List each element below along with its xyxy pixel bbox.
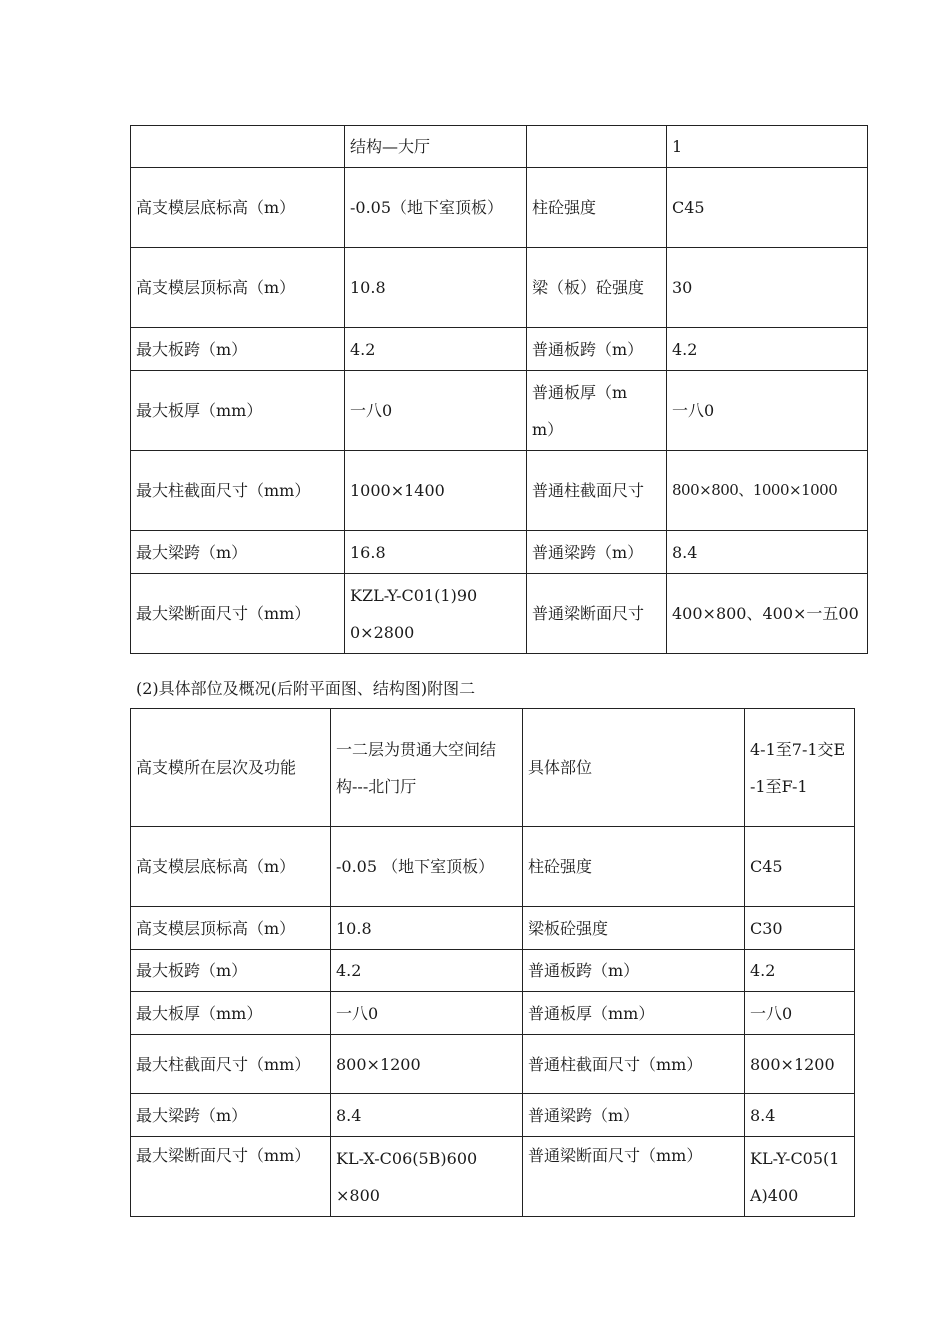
table-cell: 高支模层底标高（m） [131,168,345,248]
table-cell: 具体部位 [523,709,745,827]
table-cell: C45 [745,827,855,907]
table-cell: 4.2 [745,950,855,992]
table-cell: 高支模层顶标高（m） [131,248,345,328]
table-cell: KL-X-C06(5B)600×800 [331,1137,523,1217]
table-row [131,992,855,1035]
table-cell: 普通板厚（mm） [523,992,745,1035]
table-cell [527,126,667,168]
table-cell: 最大板跨（m） [131,328,345,371]
table-row [131,248,868,328]
table-row [131,126,868,168]
table-cell: 800×1200 [745,1035,855,1094]
table-cell: 4.2 [331,950,523,992]
table-cell: 高支模层顶标高（m） [131,907,331,950]
table-cell: 结构—大厅 [345,126,527,168]
table-cell: 普通板厚（mm） [527,371,667,451]
table-cell: 高支模层底标高（m） [131,827,331,907]
table-cell: 400×800、400×一五00 [667,574,868,654]
table-cell: 普通柱截面尺寸（mm） [523,1035,745,1094]
table-cell: C30 [745,907,855,950]
table-cell: 柱砼强度 [527,168,667,248]
table-cell: 4.2 [667,328,868,371]
table-cell: 800×800、1000×1000 [667,451,868,531]
table-cell: 最大梁跨（m） [131,531,345,574]
table-cell: 最大梁跨（m） [131,1094,331,1137]
table-row [131,168,868,248]
table-cell: 一八0 [345,371,527,451]
table-cell: 1 [667,126,868,168]
table-cell: 柱砼强度 [523,827,745,907]
table-row [131,1035,855,1094]
parameter-table-north-lobby [130,708,855,1217]
table-row [131,950,855,992]
table-cell: 梁板砼强度 [523,907,745,950]
table-cell: 普通板跨（m） [527,328,667,371]
table-row [131,328,868,371]
table-row [131,709,855,827]
table-cell: 普通梁断面尺寸（mm） [523,1137,745,1217]
table-cell: -0.05（地下室顶板） [345,168,527,248]
table-cell: 一八0 [745,992,855,1035]
table-cell: 高支模所在层次及功能 [131,709,331,827]
table-row [131,907,855,950]
table-cell: 一八0 [331,992,523,1035]
parameter-table-hall [130,125,868,654]
table-cell: 8.4 [745,1094,855,1137]
table-cell: 普通梁跨（m） [527,531,667,574]
table-cell: 1000×1400 [345,451,527,531]
table-cell: 梁（板）砼强度 [527,248,667,328]
table-cell: -0.05 （地下室顶板） [331,827,523,907]
table-row [131,1094,855,1137]
table-cell [131,126,345,168]
table-row [131,531,868,574]
table-cell: 最大柱截面尺寸（mm） [131,451,345,531]
table-cell: 一八0 [667,371,868,451]
table-cell: 8.4 [331,1094,523,1137]
table-cell: 一二层为贯通大空间结构---北门厅 [331,709,523,827]
table-cell: 最大板厚（mm） [131,371,345,451]
table-cell: 最大板跨（m） [131,950,331,992]
table-cell: 800×1200 [331,1035,523,1094]
table-cell: 普通梁跨（m） [523,1094,745,1137]
table-row [131,827,855,907]
table-cell: 10.8 [345,248,527,328]
table-cell: 普通梁断面尺寸 [527,574,667,654]
table-cell: 普通柱截面尺寸 [527,451,667,531]
table-cell: C45 [667,168,868,248]
table-cell: 最大梁断面尺寸（mm） [131,1137,331,1217]
table-row [131,451,868,531]
table-cell: KL-Y-C05(1A)400 [745,1137,855,1217]
table-cell: 最大柱截面尺寸（mm） [131,1035,331,1094]
table-cell: 4-1至7-1交E-1至F-1 [745,709,855,827]
table-cell: 最大梁断面尺寸（mm） [131,574,345,654]
section-caption: (2)具体部位及概况(后附平面图、结构图)附图二 [136,679,476,698]
table-cell: KZL-Y-C01(1)900×2800 [345,574,527,654]
table-cell: 普通板跨（m） [523,950,745,992]
table-row [131,371,868,451]
table-row [131,1137,855,1217]
table-cell: 16.8 [345,531,527,574]
table-cell: 最大板厚（mm） [131,992,331,1035]
table-cell: 30 [667,248,868,328]
table-row [131,574,868,654]
table-cell: 8.4 [667,531,868,574]
table-cell: 10.8 [331,907,523,950]
table-cell: 4.2 [345,328,527,371]
